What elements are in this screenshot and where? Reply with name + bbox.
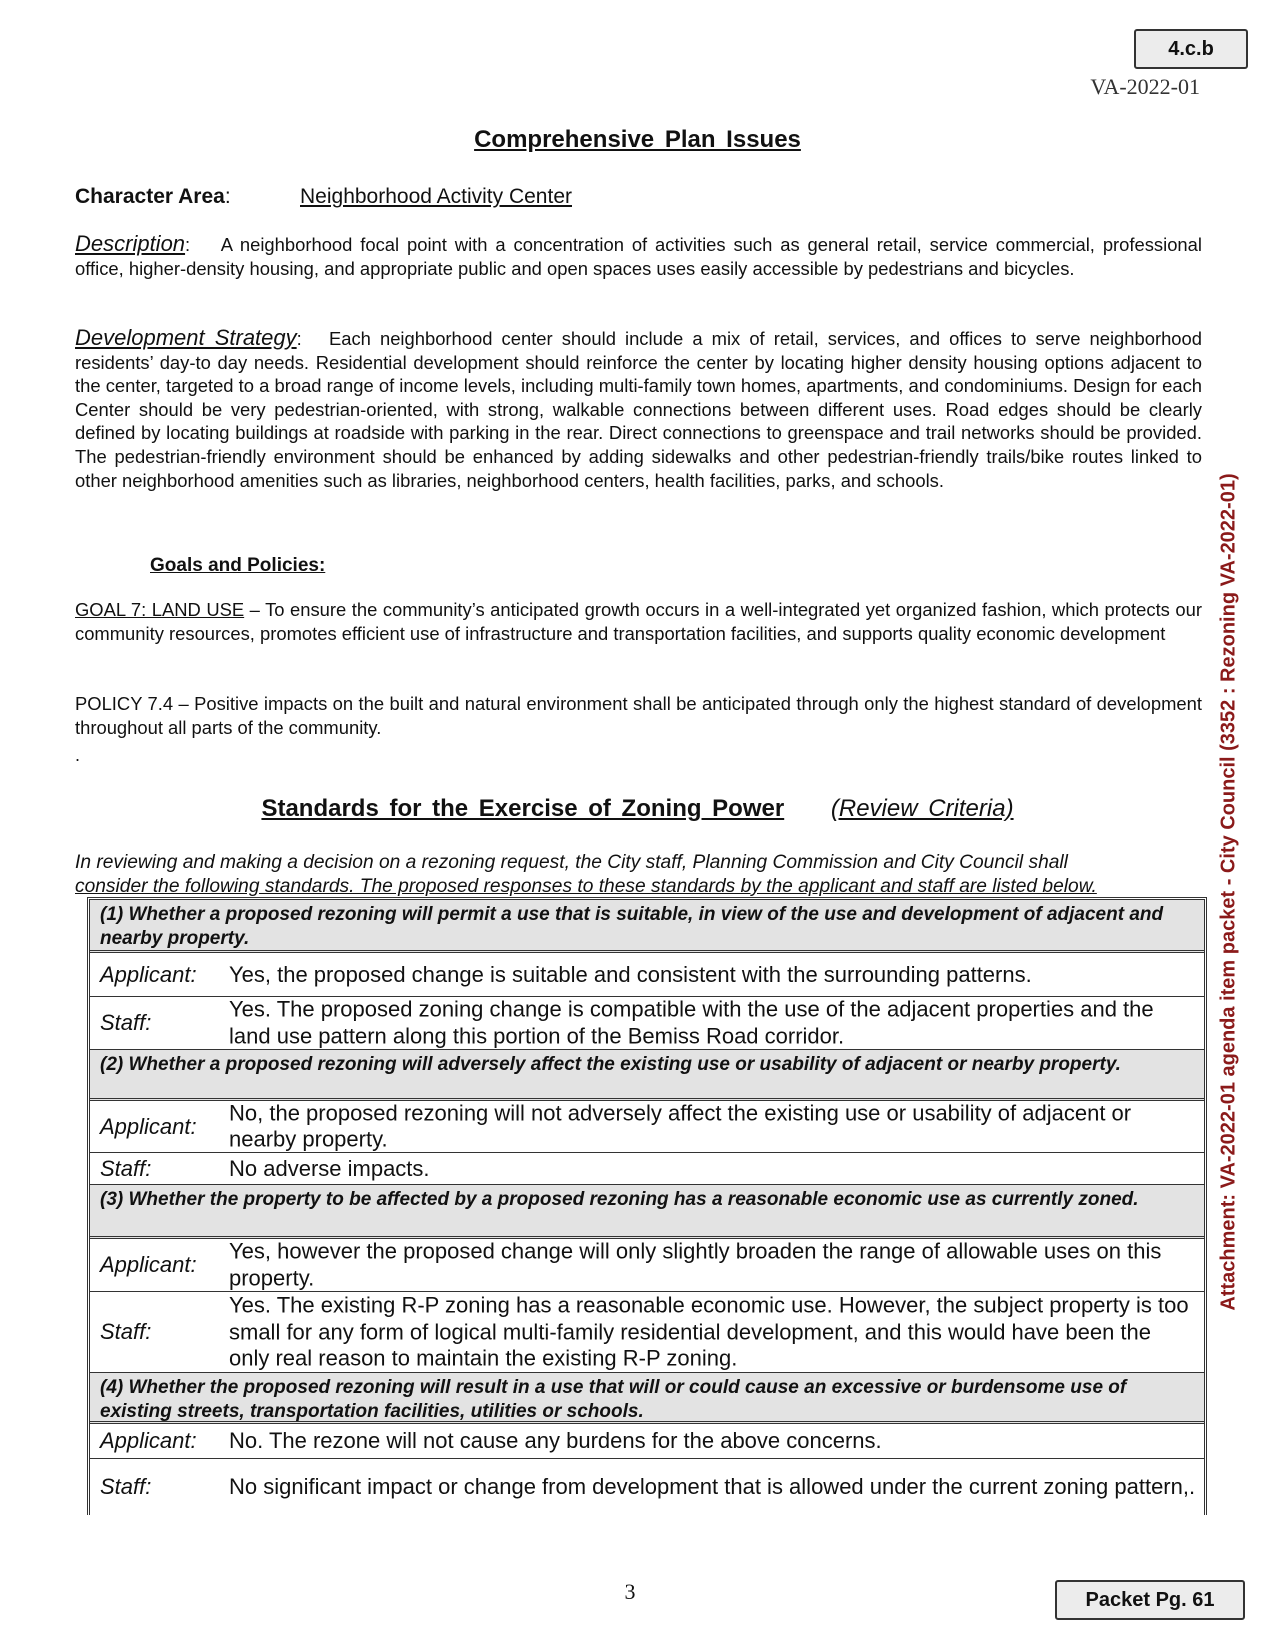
- standards-title-main: Standards for the Exercise of Zoning Power: [261, 795, 785, 822]
- goal-label: GOAL 7: LAND USE: [75, 599, 245, 620]
- criterion-2-question-text: (2) Whether a proposed rezoning will adversely affect the existing use or usability of adjacent or nearby property.: [100, 1054, 1121, 1075]
- criterion-3-staff-answer: Yes. The existing R-P zoning has a reasonable economic use. However, the subject property is too small for any form of logical multi-family residential development, and this would have been the only real reason to maintain the existing R-P zoning.: [229, 1292, 1189, 1371]
- applicant-label: Applicant:: [100, 1113, 197, 1139]
- policy-text: POLICY 7.4 – Positive impacts on the built and natural environment shall be anticipated through only the highest standard of development throughout all parts of the community.: [75, 693, 1202, 738]
- staff-label: Staff:: [100, 1319, 152, 1344]
- standards-intro: [75, 851, 1202, 899]
- item-tag: 4.c.b: [1134, 29, 1248, 69]
- description-text: A neighborhood focal point with a concentration of activities such as general retail, service commercial, professional office, higher-density housing, and appropriate public and open spaces uses easily accessible by pedestrians and bicycles.: [75, 234, 1202, 279]
- description-paragraph: Description: A neighborhood focal point with a concentration of activities such as general retail, service commercial, professional office, higher-density housing, and appropriate public and open spaces uses easily accessible by pedestrians and bicycles.: [75, 231, 1202, 279]
- staff-label: Staff:: [100, 1010, 152, 1035]
- criterion-1-question: [90, 900, 1204, 953]
- attachment-sidebar-text: Attachment: VA-2022-01 agenda item packet - City Council (3352 : Rezoning VA-2022-01): [1217, 473, 1240, 1311]
- comprehensive-plan-title: Comprehensive Plan Issues: [474, 126, 801, 153]
- policy-paragraph: [75, 692, 1202, 739]
- criterion-1-question-text: (1) Whether a proposed rezoning will permit a use that is suitable, in view of the use and development of adjacent and nearby property.: [100, 904, 1164, 949]
- applicant-label: Applicant:: [100, 961, 197, 987]
- description-label: Description: [75, 231, 186, 256]
- standards-title-sub: (Review Criteria): [830, 795, 1014, 822]
- criterion-2-applicant-row: [90, 1101, 1204, 1153]
- staff-label: Staff:: [100, 1155, 152, 1181]
- criteria-table: [87, 897, 1207, 1515]
- packet-page-box: Packet Pg. 61: [1055, 1580, 1245, 1620]
- criterion-2-applicant-answer: No, the proposed rezoning will not adversely affect the existing use or usability of adjacent or nearby property.: [229, 1100, 1132, 1152]
- criterion-1-staff-row: [90, 997, 1204, 1050]
- goals-heading: Goals and Policies:: [150, 555, 326, 576]
- criterion-3-staff-row: [90, 1292, 1204, 1373]
- applicant-label: Applicant:: [100, 1428, 197, 1453]
- criterion-1-applicant-row: [90, 953, 1204, 997]
- criterion-4-question-text: (4) Whether the proposed rezoning will result in a use that will or could cause an excessive or burdensome use of existing streets, transportation facilities, utilities or schools.: [100, 1377, 1127, 1422]
- criterion-2-question: [90, 1050, 1204, 1101]
- criterion-1-applicant-answer: Yes, the proposed change is suitable and consistent with the surrounding patterns.: [229, 961, 1032, 987]
- criterion-2-staff-row: [90, 1153, 1204, 1185]
- goal-text: – To ensure the community’s anticipated growth occurs in a well-integrated yet organized fashion, which protects our community resources, promotes efficient use of infrastructure and transportation facilities, and supports quality economic development: [75, 599, 1202, 644]
- page-number: 3: [624, 1579, 636, 1604]
- applicant-label: Applicant:: [100, 1252, 197, 1277]
- criterion-4-staff-row: [90, 1459, 1204, 1515]
- staff-label: Staff:: [100, 1474, 152, 1499]
- criterion-4-staff-answer: No significant impact or change from development that is allowed under the current zoning pattern,.: [229, 1473, 1196, 1499]
- character-area-value: Neighborhood Activity Center: [300, 185, 572, 208]
- criterion-4-applicant-row: [90, 1424, 1204, 1459]
- criterion-3-question-text: (3) Whether the property to be affected by a proposed rezoning has a reasonable economic use as currently zoned.: [100, 1189, 1139, 1210]
- document-id: VA-2022-01: [1090, 74, 1200, 99]
- criterion-2-staff-answer: No adverse impacts.: [229, 1155, 430, 1181]
- criterion-3-applicant-row: [90, 1239, 1204, 1292]
- standards-title: [75, 795, 1200, 823]
- intro-line-1: In reviewing and making a decision on a rezoning request, the City staff, Planning Commission and City Council shall: [75, 852, 1068, 873]
- character-area: Character Area: Neighborhood Activity Center: [75, 185, 572, 208]
- goal-paragraph: [75, 598, 1202, 645]
- development-strategy-label: Development Strategy: [75, 325, 297, 350]
- development-strategy-text: Each neighborhood center should include a mix of retail, services, and offices to serve neighborhood residents’ day-to day needs. Residential development should reinforce the center by locating higher density housing options adjacent to the center, targeted to a broad range of income levels, including multi-family town homes, apartments, and condominiums. Design for each Center should be very pedestrian-oriented, with strong, walkable connections between different uses. Road edges should be clearly defined by locating buildings at roadside with parking in the rear. Direct connections to greenspace and trail networks should be provided. The pedestrian-friendly environment should be enhanced by adding sidewalks and other pedestrian-friendly trails/bike routes linked to other neighborhood amenities such as libraries, neighborhood centers, health facilities, parks, and schools.: [75, 328, 1202, 491]
- character-area-label: Character Area: [75, 185, 225, 208]
- intro-line-2: consider the following standards. The proposed responses to these standards by the applicant and staff are listed below.: [75, 876, 1097, 897]
- stray-dot: .: [75, 745, 81, 765]
- criterion-3-question: [90, 1185, 1204, 1239]
- criterion-4-question: [90, 1373, 1204, 1424]
- criterion-1-staff-answer: Yes. The proposed zoning change is compatible with the use of the adjacent properties and the land use pattern along this portion of the Bemiss Road corridor.: [229, 996, 1154, 1048]
- criterion-3-applicant-answer: Yes, however the proposed change will only slightly broaden the range of allowable uses on this property.: [229, 1238, 1162, 1290]
- criterion-4-applicant-answer: No. The rezone will not cause any burdens for the above concerns.: [229, 1427, 882, 1453]
- development-strategy-paragraph: Development Strategy: Each neighborhood center should include a mix of retail, services, and offices to serve neighborhood residents’ day-to day needs. Residential development should reinforce the center by locating higher density housing options adjacent to the center, targeted to a broad range of income levels, including multi-family town homes, apartments, and condominiums. Design for each Center should be very pedestrian-oriented, with strong, walkable connections between different uses. Road edges should be clearly defined by locating buildings at roadside with parking in the rear. Direct connections to greenspace and trail networks should be provided. The pedestrian-friendly environment should be enhanced by adding sidewalks and other pedestrian-friendly trails/bike routes linked to other neighborhood amenities such as libraries, neighborhood centers, health facilities, parks, and schools.: [75, 325, 1202, 491]
